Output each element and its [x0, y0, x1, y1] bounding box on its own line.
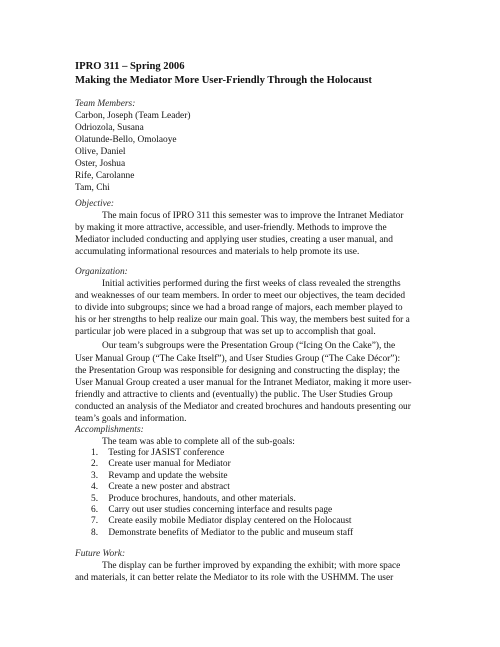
objective-line: Mediator included conducting and applying user studies, creating a user manual, and	[75, 235, 393, 246]
list-item-text: Create user manual for Mediator	[108, 459, 231, 470]
team-section	[75, 98, 190, 194]
list-item	[75, 448, 353, 459]
organization-paragraph-2	[75, 340, 412, 425]
objective-line: by making it more attractive, accessible, and user-friendly. Methods to improve the	[75, 223, 387, 234]
list-item-number: 1.	[91, 448, 99, 458]
objective-line: The main focus of IPRO 311 this semester was to improve the Intranet Mediator	[102, 211, 404, 221]
title-line-2: Making the Mediator More User-Friendly Through the Holocaust	[75, 75, 372, 86]
list-item	[75, 459, 353, 470]
organization-heading: Organization:	[75, 267, 128, 277]
title-line-1: IPRO 311 – Spring 2006	[75, 61, 185, 72]
list-item-number: 6.	[91, 505, 99, 516]
list-item	[75, 482, 353, 493]
organization-line: User Manual Group created a user manual for the Intranet Mediator, making it more user-	[75, 377, 412, 388]
organization-line: particular job were placed in a subgroup that was set up to accomplish that goal.	[75, 327, 376, 338]
organization-line: to divide into subgroups; since we had a broad range of majors, each member played to	[75, 303, 403, 314]
organization-section	[75, 266, 412, 425]
organization-paragraph-1	[75, 278, 412, 338]
organization-line: User Manual Group (“The Cake Itself”), and User Studies Group (“The Cake Décor”):	[75, 353, 401, 364]
organization-line: Initial activities performed during the first weeks of class revealed the strengths	[102, 279, 401, 289]
future-work-line: The display can be further improved by expanding the exhibit; with more space	[102, 561, 401, 571]
list-item	[75, 516, 353, 527]
team-heading: Team Members:	[75, 99, 136, 109]
team-member: Tam, Chi	[75, 183, 110, 193]
list-item	[75, 505, 353, 516]
organization-line: his or her strengths to help realize our main goal. This way, the members best suited for a	[75, 315, 410, 326]
organization-line: conducted an analysis of the Mediator and created brochures and handouts presenting our	[75, 401, 411, 412]
team-member: Rife, Carolanne	[75, 171, 135, 181]
organization-line: and weaknesses of our team members. In order to meet our objectives, the team decided	[75, 291, 406, 302]
organization-line: the Presentation Group was responsible for designing and constructing the display; the	[75, 365, 400, 376]
sub-goals-list	[75, 448, 353, 539]
list-item-text: Revamp and update the website	[108, 470, 228, 481]
future-work-heading: Future Work:	[75, 549, 126, 559]
team-member: Olatunde-Bello, Omolaoye	[75, 135, 177, 145]
list-item-number: 3.	[91, 470, 99, 481]
list-item-text: Testing for JASIST conference	[108, 448, 225, 458]
objective-line: accumulating informational resources and materials to help promote its use.	[75, 247, 360, 258]
list-item-text: Carry out user studies concerning interface and results page	[108, 505, 333, 516]
list-item-text: Produce brochures, handouts, and other materials.	[108, 493, 296, 504]
objective-paragraph	[75, 210, 403, 258]
list-item-number: 2.	[91, 459, 99, 470]
document-title	[75, 60, 372, 88]
accomplishments-intro: The team was able to complete all of the sub-goals:	[102, 437, 295, 447]
future-work-paragraph	[75, 560, 400, 584]
list-item-number: 5.	[91, 493, 99, 504]
list-item-number: 8.	[91, 527, 99, 538]
list-item	[75, 494, 353, 505]
list-item-text: Demonstrate benefits of Mediator to the public and museum staff	[108, 527, 354, 538]
list-item-number: 7.	[91, 516, 99, 527]
future-work-line: and materials, it can better relate the Mediator to its role with the USHMM. The user	[75, 573, 394, 584]
organization-line: friendly and attractive to clients and (eventually) the public. The User Studies Group	[75, 389, 393, 400]
team-member: Oster, Joshua	[75, 159, 126, 169]
objective-section	[75, 198, 403, 258]
team-member: Odriozola, Susana	[75, 123, 144, 133]
team-member: Carbon, Joseph (Team Leader)	[75, 111, 191, 121]
future-work-section	[75, 548, 400, 584]
organization-line: team’s goals and information.	[75, 414, 187, 425]
list-item-text: Create easily mobile Mediator display centered on the Holocaust	[108, 516, 352, 527]
list-item	[75, 528, 353, 539]
accomplishments-section	[75, 424, 353, 539]
list-item-text: Create a new poster and abstract	[108, 482, 230, 493]
list-item-number: 4.	[91, 482, 99, 493]
accomplishments-heading: Accomplishments:	[75, 425, 144, 435]
objective-heading: Objective:	[75, 199, 115, 209]
organization-line: Our team’s subgroups were the Presentation Group (“Icing On the Cake”), the	[102, 341, 396, 352]
list-item	[75, 471, 353, 482]
team-member: Olive, Daniel	[75, 147, 126, 157]
